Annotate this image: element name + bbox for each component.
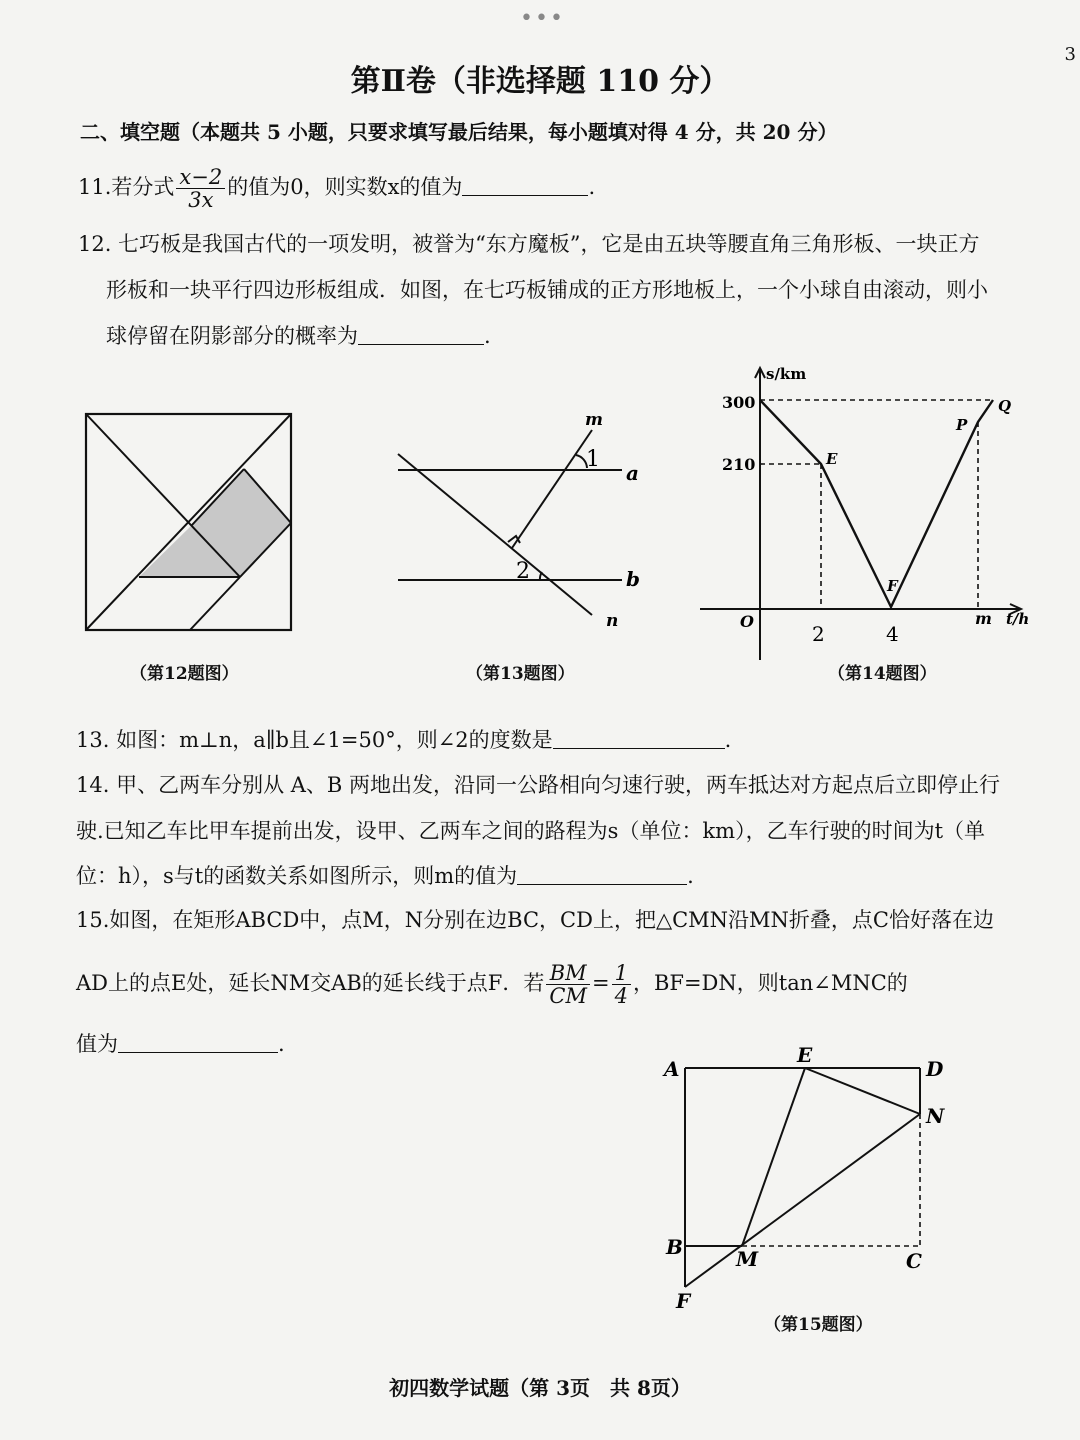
q12-line-3: 球停留在阴影部分的概率为: [106, 324, 358, 348]
q11-denominator: 3x: [188, 188, 214, 213]
page-corner-mark: 3: [1064, 44, 1076, 65]
q11-end: .: [588, 175, 596, 200]
q12-end: .: [484, 324, 491, 348]
q11-fraction: [176, 166, 225, 211]
point-E-label: E: [826, 450, 838, 468]
q14-line-2: 驶.已知乙车比甲车提前出发，设甲、乙两车之间的路程为s（单位：km），乙车行驶的时间为t（单: [76, 819, 986, 843]
line-n: [398, 454, 592, 615]
label-a: a: [626, 461, 639, 485]
point-E-label: E: [797, 1043, 813, 1067]
section-heading: 二、填空题（本题共 5 小题，只要求填写最后结果，每小题填对得 4 分，共 20 分）: [80, 120, 838, 144]
q11-suffix: 的值为0，则实数x的值为: [227, 175, 463, 200]
label-m: m: [585, 410, 603, 430]
tick-2: 2: [812, 622, 825, 646]
label-b: b: [626, 567, 640, 591]
q15-frac1-numerator: BM: [546, 962, 590, 985]
point-F-label: F: [887, 577, 898, 595]
vertex-D-label: D: [926, 1057, 944, 1081]
q15-line-2-suffix: ，BF=DN，则tan∠MNC的: [632, 971, 908, 996]
tick-300: 300: [722, 393, 756, 412]
q15-answer-blank[interactable]: [118, 1051, 278, 1053]
window-dots: •••: [520, 6, 565, 31]
question-15-line-3: [76, 1028, 285, 1058]
fig12-caption: （第12题图）: [130, 664, 239, 684]
q13-text: 13. 如图：m⊥n，a∥b且∠1=50°，则∠2的度数是: [76, 728, 553, 752]
right-angle-mark: [508, 536, 520, 543]
q14-end: .: [687, 864, 694, 888]
point-M-label: M: [736, 1247, 759, 1271]
q15-line-2-prefix: AD上的点E处，延长NM交AB的延长线于点F．若: [76, 971, 545, 996]
q11-answer-blank[interactable]: [462, 194, 588, 196]
q15-line-1: 15.如图，在矩形ABCD中，点M，N分别在边BC，CD上，把△CMN沿MN折叠，点C恰好落在边: [76, 908, 994, 932]
question-11: [78, 166, 595, 211]
q15-frac2-denominator: 4: [614, 984, 628, 1009]
angle-2-arc: [540, 572, 542, 580]
point-N-label: N: [926, 1104, 945, 1128]
q15-ratio-fraction: [546, 962, 590, 1007]
line-m: [512, 430, 592, 548]
fig13-caption: （第13题图）: [466, 664, 575, 684]
rectangle-fold-figure: [660, 1040, 960, 1320]
label-angle-1: 1: [586, 447, 600, 472]
q15-value-fraction: [612, 962, 631, 1007]
point-F-label: F: [676, 1289, 691, 1313]
tangram-figure: [78, 405, 304, 637]
x-axis-label: t/h: [1006, 610, 1030, 628]
q13-end: .: [724, 728, 732, 752]
tangram-diagonal: [86, 414, 240, 577]
question-12-line-3: [106, 320, 491, 350]
label-n: n: [606, 611, 619, 631]
vertex-B-label: B: [666, 1235, 683, 1259]
question-14-line-3: [76, 860, 694, 890]
y-axis-label: s/km: [766, 365, 807, 383]
vertex-C-label: C: [906, 1249, 922, 1273]
point-Q-label: Q: [998, 397, 1012, 415]
q14-line-1: 14. 甲、乙两车分别从 A、B 两地出发，沿同一公路相向匀速行驶，两车抵达对方起点后立即停止行: [76, 773, 1001, 797]
tick-m: m: [975, 609, 992, 628]
q11-numerator: x−2: [176, 166, 225, 189]
segment-EN: [805, 1068, 920, 1114]
tangram-edge: [190, 577, 240, 630]
tick-210: 210: [722, 455, 756, 474]
q12-line-1: 12. 七巧板是我国古代的一项发明，被誉为“东方魔板”，它是由五块等腰直角三角形板、一块正方: [78, 232, 980, 256]
fig15-caption: （第15题图）: [764, 1315, 873, 1335]
segment-EM: [742, 1068, 805, 1246]
fig14-caption: （第14题图）: [828, 664, 937, 684]
q13-answer-blank[interactable]: [553, 747, 725, 749]
parallel-lines-figure: [392, 400, 652, 635]
q12-answer-blank[interactable]: [358, 343, 484, 345]
segment-NF: [685, 1114, 920, 1287]
q15-line-3: 值为: [76, 1032, 118, 1056]
q15-frac2-numerator: 1: [612, 962, 631, 985]
q14-answer-blank[interactable]: [517, 883, 687, 885]
page-footer: 初四数学试题（第 3页 共 8页）: [389, 1376, 691, 1400]
distance-time-graph: [698, 362, 1043, 662]
question-13: [76, 724, 731, 754]
q15-frac1-denominator: CM: [549, 984, 587, 1009]
q12-line-2: 形板和一块平行四边形板组成．如图，在七巧板铺成的正方形地板上，一个小球自由滚动，则小: [106, 278, 988, 302]
q14-line-3: 位：h），s与t的函数关系如图所示，则m的值为: [76, 864, 518, 888]
vertex-A-label: A: [664, 1057, 680, 1081]
page-title: 第Ⅱ卷（非选择题 110 分）: [350, 64, 730, 99]
question-15-line-2: [76, 962, 908, 1007]
point-P-label: P: [956, 416, 968, 434]
origin-label: O: [740, 612, 754, 631]
q15-end: .: [278, 1032, 285, 1056]
label-angle-2: 2: [516, 559, 530, 584]
tick-4: 4: [886, 622, 899, 646]
q15-equals: =: [591, 971, 610, 996]
q11-prefix: 11.若分式: [78, 175, 175, 200]
